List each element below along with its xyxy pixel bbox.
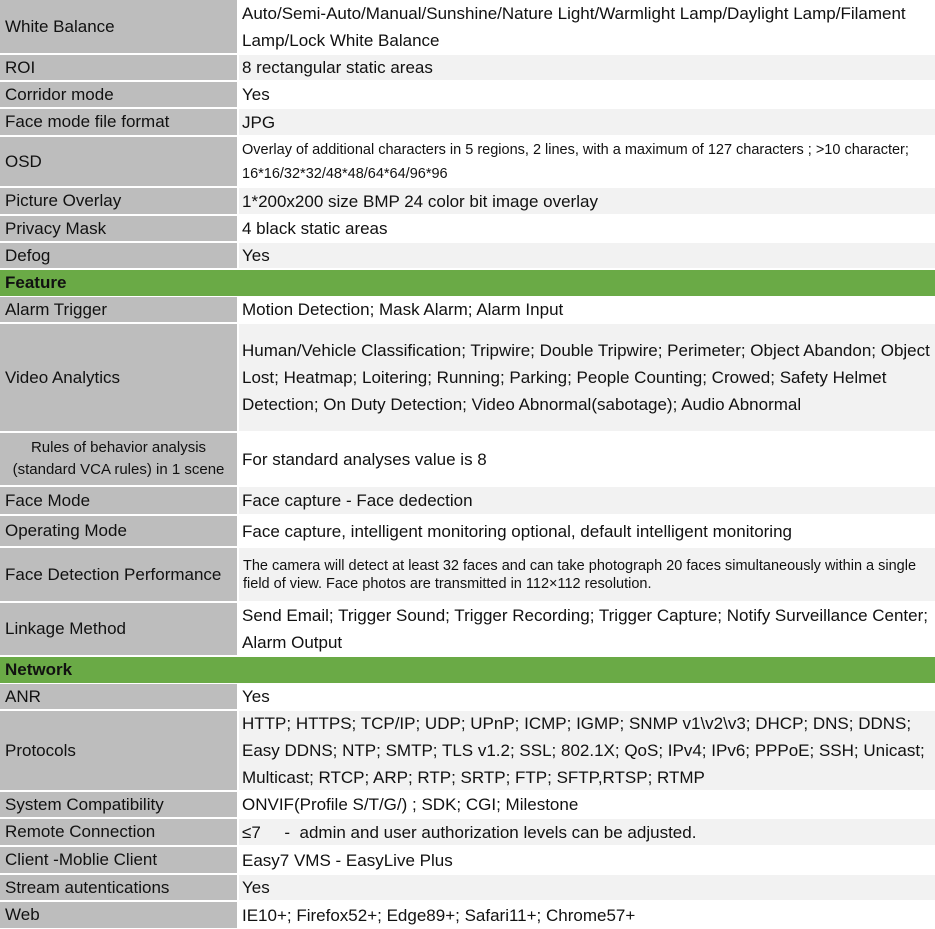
spec-row-corridor-mode	[0, 82, 935, 109]
spec-label: Face mode file format	[0, 109, 237, 135]
spec-row-osd	[0, 137, 935, 188]
spec-value: Yes	[239, 243, 935, 268]
spec-value: Face capture - Face dedection	[239, 487, 935, 514]
spec-value: The camera will detect at least 32 faces and can take photograph 20 faces simultaneously within a single field of view. Face photos are transmitted in 112×112 resolution.	[239, 548, 935, 601]
section-header-network: Network	[0, 657, 935, 683]
spec-label: Client -Moblie Client	[0, 847, 237, 873]
spec-value: Yes	[239, 875, 935, 900]
spec-row-privacy-mask	[0, 216, 935, 243]
spec-value: 8 rectangular static areas	[239, 55, 935, 80]
spec-label: Operating Mode	[0, 516, 237, 546]
spec-row-remote-connection	[0, 819, 935, 847]
spec-value: Send Email; Trigger Sound; Trigger Recording; Trigger Capture; Notify Surveillance Center; Alarm Output	[239, 603, 935, 655]
spec-label: ROI	[0, 55, 237, 80]
spec-label: Stream autentications	[0, 875, 237, 900]
spec-value: For standard analyses value is 8	[239, 433, 935, 485]
spec-row-linkage-method	[0, 603, 935, 657]
spec-value: Motion Detection; Mask Alarm; Alarm Input	[239, 297, 935, 322]
spec-value: ≤7 - admin and user authorization levels can be adjusted.	[239, 819, 935, 845]
section-header-feature: Feature	[0, 270, 935, 296]
spec-row-face-mode-file-format	[0, 109, 935, 137]
spec-label: Face Mode	[0, 487, 237, 514]
spec-row-alarm-trigger	[0, 297, 935, 324]
spec-label: Linkage Method	[0, 603, 237, 655]
spec-label: Face Detection Performance	[0, 548, 237, 601]
spec-row-white-balance	[0, 0, 935, 55]
spec-value: ONVIF(Profile S/T/G/) ; SDK; CGI; Milestone	[239, 792, 935, 817]
spec-label: Remote Connection	[0, 819, 237, 845]
spec-label: Defog	[0, 243, 237, 268]
spec-row-rules-behavior	[0, 433, 935, 487]
spec-row-operating-mode	[0, 516, 935, 548]
spec-value: Auto/Semi-Auto/Manual/Sunshine/Nature Light/Warmlight Lamp/Daylight Lamp/Filament Lamp/Lock White Balance	[239, 0, 935, 53]
spec-row-anr	[0, 684, 935, 711]
spec-value: JPG	[239, 109, 935, 135]
spec-value: HTTP; HTTPS; TCP/IP; UDP; UPnP; ICMP; IGMP; SNMP v1\v2\v3; DHCP; DNS; DDNS; Easy DDNS; NTP; SMTP; TLS v1.2; SSL; 802.1X; QoS; IPv4; IPv6; PPPoE; SSH; Unicast; Multicast; RTCP; ARP; RTP; SRTP; FTP; SFTP,RTSP; RTMP	[239, 711, 935, 790]
spec-label: Web	[0, 902, 237, 928]
spec-value: Face capture, intelligent monitoring optional, default intelligent monitoring	[239, 516, 935, 546]
spec-label: OSD	[0, 137, 237, 186]
spec-row-stream-auth	[0, 875, 935, 902]
spec-row-web	[0, 902, 935, 928]
spec-row-face-mode	[0, 487, 935, 516]
spec-row-roi	[0, 55, 935, 82]
spec-label: Alarm Trigger	[0, 297, 237, 322]
spec-label: Privacy Mask	[0, 216, 237, 241]
spec-row-protocols	[0, 711, 935, 792]
spec-label: Corridor mode	[0, 82, 237, 107]
spec-row-system-compatibility	[0, 792, 935, 819]
spec-value: Easy7 VMS - EasyLive Plus	[239, 847, 935, 873]
spec-row-picture-overlay	[0, 188, 935, 216]
spec-value: 4 black static areas	[239, 216, 935, 241]
spec-label: System Compatibility	[0, 792, 237, 817]
spec-value: Overlay of additional characters in 5 regions, 2 lines, with a maximum of 127 characters ; >10 character; 16*16/32*32/48*48/64*64/96*96	[239, 137, 935, 186]
spec-row-video-analytics	[0, 324, 935, 433]
spec-row-client-mobile	[0, 847, 935, 875]
spec-value: Human/Vehicle Classification; Tripwire; Double Tripwire; Perimeter; Object Abandon; Object Lost; Heatmap; Loitering; Running; Parking; People Counting; Crowed; Safety Helmet Detection; On Duty Detection; Video Abnormal(sabotage); Audio Abnormal	[239, 324, 935, 431]
spec-value: IE10+; Firefox52+; Edge89+; Safari11+; Chrome57+	[239, 902, 935, 928]
spec-label: Protocols	[0, 711, 237, 790]
spec-label: Video Analytics	[0, 324, 237, 431]
spec-value: Yes	[239, 82, 935, 107]
spec-label: Picture Overlay	[0, 188, 237, 214]
spec-label: ANR	[0, 684, 237, 709]
spec-label: Rules of behavior analysis (standard VCA rules) in 1 scene	[0, 433, 237, 485]
spec-value: 1*200x200 size BMP 24 color bit image overlay	[239, 188, 935, 214]
spec-label: White Balance	[0, 0, 237, 53]
spec-value: Yes	[239, 684, 935, 709]
spec-row-defog	[0, 243, 935, 270]
spec-row-face-detection-performance	[0, 548, 935, 603]
